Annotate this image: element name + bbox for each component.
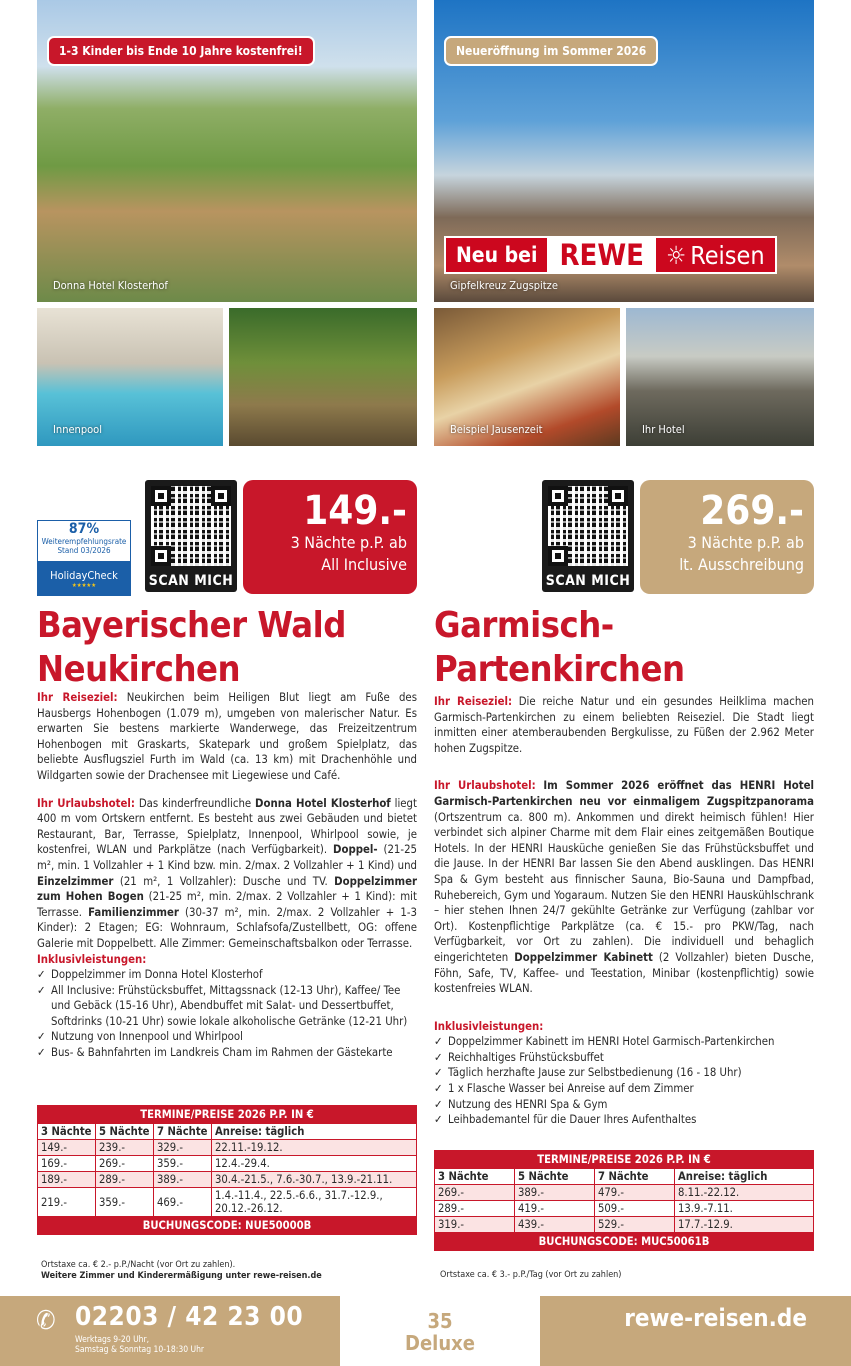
reiseziel-label: Ihr Reiseziel:	[434, 695, 513, 708]
hotel-text: (21 m², 1 Vollzahler): Dusche und TV.	[119, 874, 328, 888]
list-item: ✓ All Inclusive: Frühstücksbuffet, Mittagssnack (12-13 Uhr), Kaffee/ Tee und Gebäck (15-16 Uhr), Abendbuffet mit Salat- und Dessertbuffet, Softdrinks (10-21 Uhr) sowie lokale alkoholische Getränke (12-21 Uhr)	[37, 983, 417, 1030]
website-link[interactable]: rewe-reisen.de	[624, 1304, 807, 1332]
hotel-text: Das kinderfreundliche	[138, 796, 252, 810]
qr-finder-icon	[608, 486, 628, 506]
list-item: ✓ 1 x Flasche Wasser bei Anreise auf dem Zimmer	[434, 1081, 814, 1097]
opening-banner: Neueröffnung im Sommer 2026	[444, 36, 658, 66]
room-type: Familienzimmer	[88, 905, 179, 919]
table-cell: 17.7.-12.9.	[675, 1217, 814, 1233]
hotel-text: (21-25 m², min. 1 Vollzahler + 1 Kind bzw. min. 2/max. 2 Vollzahler + 1 Kind) und	[37, 843, 417, 872]
table-cell: 30.4.-21.5., 7.6.-30.7., 13.9.-21.11.	[212, 1172, 417, 1188]
photo-caption: Innenpool	[53, 423, 102, 436]
table-cell: 289.-	[96, 1172, 154, 1188]
column-header: Anreise: täglich	[212, 1124, 417, 1140]
scan-label: SCAN MICH	[545, 573, 631, 589]
hotel-paragraph	[37, 796, 417, 952]
price-table-left	[37, 1105, 417, 1235]
hotel-text: (30-37 m², min. 2/max. 2 Vollzahler + 1-3 Kinder): 2 Etagen; EG: Wohnraum, Schlafsofa/Zustellbett, OG: offene Galerie mit Doppelbett. Alle Zimmer: Gemeinschaftsbalkon oder Terrasse.	[37, 905, 417, 950]
table-cell: 12.4.-29.4.	[212, 1156, 417, 1172]
table-cell: 389.-	[154, 1172, 212, 1188]
list-item: ✓ Täglich herzhafte Jause zur Selbstbedienung (16 - 18 Uhr)	[434, 1065, 814, 1081]
opening-hours	[75, 1336, 204, 1355]
table-cell: 469.-	[154, 1188, 212, 1217]
reiseziel-text: Die reiche Natur und ein gesundes Heilklima machen Garmisch-Partenkirchen zu einem beliebten Reiseziel. Die Stadt liegt inmitten einer atemberaubenden Bergkulisse, zu Füßen der 2.962 Meter hohen Zugspitze.	[434, 695, 814, 755]
photo-caption: Gipfelkreuz Zugspitze	[450, 279, 558, 292]
hotel-paragraph	[434, 778, 814, 996]
table-cell: 269.-	[435, 1185, 515, 1201]
table-cell: 189.-	[38, 1172, 96, 1188]
table-cell: 289.-	[435, 1201, 515, 1217]
scan-label: SCAN MICH	[148, 573, 234, 589]
price-box-left	[243, 480, 417, 594]
badge-reisen	[654, 236, 777, 274]
room-type: Doppel-	[333, 843, 378, 857]
title-line: Partenkirchen	[434, 649, 685, 690]
room-type: Einzelzimmer	[37, 874, 114, 888]
reiseziel-paragraph	[37, 690, 417, 784]
holidaycheck-logo	[38, 561, 130, 595]
table-header-row	[435, 1169, 814, 1185]
inclusive-list	[37, 967, 417, 1061]
title-left	[37, 604, 346, 692]
hours-weekend: Samstag & Sonntag 10-18:30 Uhr	[75, 1344, 205, 1355]
table-cell: 359.-	[154, 1156, 212, 1172]
table-cell: 509.-	[595, 1201, 675, 1217]
table-cell: 219.-	[38, 1188, 96, 1217]
column-header: 7 Nächte	[154, 1124, 212, 1140]
badge-new: Neu bei	[444, 236, 549, 274]
table-cell: 529.-	[595, 1217, 675, 1233]
qr-finder-icon	[548, 546, 568, 566]
hotel-text: (2 Vollzahler) bieten Dusche, Föhn, Safe, TV, Kaffee- und Teestation, Minibar (kostenpflichtig) sowie kostenfreies WLAN.	[434, 950, 814, 996]
photo-caption: Donna Hotel Klosterhof	[53, 279, 168, 292]
table-cell: 169.-	[38, 1156, 96, 1172]
column-header: 7 Nächte	[595, 1169, 675, 1185]
qr-finder-icon	[151, 486, 171, 506]
title-line: Garmisch-	[434, 605, 614, 646]
table-cell: 22.11.-19.12.	[212, 1140, 417, 1156]
list-item: ✓ Doppelzimmer im Donna Hotel Klosterhof	[37, 967, 417, 983]
table-row	[435, 1185, 814, 1201]
reiseziel-text: Neukirchen beim Heiligen Blut liegt am Fuße des Hausbergs Hohenbogen (1.079 m), umgeben von malerischer Natur. Es erwarten Sie bestens markierte Wanderwege, das Freizeitzentrum Hohenbogen mit Graskarts, Skatepark und großem Spielplatz, das beliebte Ausflugsziel Furth im Wald (ca. 13 km) mit Drachenhöhle und Wildgarten sowie der Drachensee mit Liegewiese und Café.	[37, 691, 417, 782]
table-row	[435, 1217, 814, 1233]
table-row	[38, 1140, 417, 1156]
table-cell: 419.-	[515, 1201, 595, 1217]
table-cell: 239.-	[96, 1140, 154, 1156]
section-name: Deluxe	[405, 1331, 475, 1355]
hotel-text: (Ortszentrum ca. 800 m). Ankommen und direkt heimisch fühlen! Hier verbindet sich alpiner Charme mit dem Flair eines zeitgemäßen Boutique Hotels. In der HENRI Hausküche genießen Sie das Frühstücksbuffet und die Jause. In der HENRI Bar lassen Sie den Abend ausklingen. Das HENRI Spa & Gym besteht aus finnischer Sauna, Bio-Sauna und Dampfbad, Ruhebereich, Gym und Yogaraum. Nutzen Sie den HENRI Hauskühlschrank – hier stehen Ihnen 24/7 gekühlte Getränke zur Verfügung (zahlbar vor Ort). Kostenpflichtige Parkplätze (ca. € 15.- pro PKW/Tag, nach Verfügbarkeit, vor Ort zu zahlen). Die individuell und behaglich eingerichteten	[434, 810, 814, 964]
column-header: Anreise: täglich	[675, 1169, 814, 1185]
table-cell: 1.4.-11.4., 22.5.-6.6., 31.7.-12.9., 20.12.-26.12.	[212, 1188, 417, 1217]
table-row	[435, 1201, 814, 1217]
reiseziel-label: Ihr Reiseziel:	[37, 691, 118, 704]
room-type: Doppelzimmer zum Hohen Bogen	[37, 874, 417, 904]
tax-note: Ortstaxe ca. € 3.- p.P./Tag (vor Ort zu zahlen)	[440, 1270, 622, 1280]
list-item: ✓ Reichhaltiges Frühstücksbuffet	[434, 1050, 814, 1066]
hotel-name: Donna Hotel Klosterhof	[255, 796, 391, 810]
price: 269.-	[700, 488, 804, 534]
photo-klosterhof	[37, 0, 417, 302]
right-description	[434, 694, 814, 1128]
phone-number[interactable]: 02203 / 42 23 00	[75, 1302, 304, 1332]
right-notes	[440, 1270, 621, 1281]
table-cell: 439.-	[515, 1217, 595, 1233]
inclusive-label: Inklusivleistungen:	[37, 952, 147, 966]
table-cell: 359.-	[96, 1188, 154, 1217]
column-header: 3 Nächte	[435, 1169, 515, 1185]
table-cell: 319.-	[435, 1217, 515, 1233]
photo-pool	[37, 308, 223, 446]
price-nights: 3 Nächte p.P. ab	[687, 533, 804, 552]
photo-caption: Ihr Hotel	[642, 423, 685, 436]
list-item: ✓ Nutzung des HENRI Spa & Gym	[434, 1097, 814, 1113]
hotel-label: Ihr Urlaubshotel:	[434, 779, 536, 793]
kids-free-banner: 1-3 Kinder bis Ende 10 Jahre kostenfrei!	[47, 36, 315, 66]
table-row	[38, 1188, 417, 1217]
table-cell: 479.-	[595, 1185, 675, 1201]
holidaycheck-badge	[37, 520, 131, 596]
qr-code-left[interactable]	[145, 480, 237, 592]
booking-code: BUCHUNGSCODE: MUC50061B	[435, 1233, 814, 1251]
list-item: ✓ Nutzung von Innenpool und Whirlpool	[37, 1029, 417, 1045]
table-cell: 389.-	[515, 1185, 595, 1201]
photo-caption: Beispiel Jausenzeit	[450, 423, 543, 436]
column-header: 5 Nächte	[515, 1169, 595, 1185]
title-line: Neukirchen	[37, 649, 241, 690]
sun-icon: ☼	[666, 240, 687, 270]
qr-finder-icon	[211, 486, 231, 506]
list-item: ✓ Doppelzimmer Kabinett im HENRI Hotel Garmisch-Partenkirchen	[434, 1034, 814, 1050]
recommend-percent: 87%	[68, 521, 100, 537]
table-cell: 149.-	[38, 1140, 96, 1156]
list-item: ✓ Bus- & Bahnfahrten im Landkreis Cham im Rahmen der Gästekarte	[37, 1045, 417, 1061]
stars-icon: ★★★★★	[71, 582, 97, 589]
hours-weekday: Werktags 9-20 Uhr,	[75, 1335, 150, 1345]
recommend-label: Weiterempfehlungsrate	[41, 537, 127, 546]
list-item: ✓ Leihbademantel für die Dauer Ihres Aufenthaltes	[434, 1112, 814, 1128]
left-notes	[41, 1260, 322, 1282]
price-nights: 3 Nächte p.P. ab	[290, 533, 407, 552]
hotel-text: liegt 400 m vom Ortskern entfernt. Es besteht aus zwei Gebäuden und bietet Restaurant, Bar, Terrasse, Spielplatz, Innenpool, Whirlpool sowie, je kostenfrei, WLAN und Parkplätze (nach Verfügbarkeit).	[37, 796, 417, 857]
left-description	[37, 690, 417, 1061]
footer	[0, 1296, 851, 1366]
hotel-text: (21-25 m², min. 2/max. 2 Vollzahler + 1 Kind): mit Terrasse.	[37, 890, 417, 919]
inclusive-label: Inklusivleistungen:	[434, 1019, 544, 1033]
hotel-highlight: Im Sommer 2026 eröffnet das HENRI Hotel Garmisch-Partenkirchen neu vor einmaligem Zugspitzpanorama	[434, 779, 814, 808]
reiseziel-paragraph	[434, 694, 814, 756]
price-board: All Inclusive	[321, 555, 407, 574]
table-header-row	[38, 1124, 417, 1140]
table-cell: 8.11.-22.12.	[675, 1185, 814, 1201]
recommend-date: Stand 03/2026	[57, 546, 111, 555]
column-header: 5 Nächte	[96, 1124, 154, 1140]
table-row	[38, 1156, 417, 1172]
rewe-new-badge	[444, 236, 777, 274]
price-board: lt. Ausschreibung	[679, 555, 804, 574]
hotel-label: Ihr Urlaubshotel:	[37, 796, 135, 810]
table-row	[38, 1172, 417, 1188]
column-header: 3 Nächte	[38, 1124, 96, 1140]
photo-zugspitze	[434, 0, 814, 302]
table-title: TERMINE/PREISE 2026 P.P. IN €	[38, 1106, 417, 1124]
phone-icon: ✆	[36, 1306, 56, 1336]
page-number: 35	[427, 1309, 453, 1333]
page-marker	[340, 1296, 540, 1366]
title-line: Bayerischer Wald	[37, 605, 346, 646]
booking-code: BUCHUNGSCODE: NUE50000B	[38, 1217, 417, 1235]
holidaycheck-logo-text: HolidayCheck	[50, 569, 118, 582]
photo-family-hike	[229, 308, 417, 446]
photo-hotel	[626, 308, 814, 446]
price-table-right	[434, 1150, 814, 1251]
price-box-right	[640, 480, 814, 594]
qr-finder-icon	[151, 546, 171, 566]
price: 149.-	[303, 488, 407, 534]
qr-code-right[interactable]	[542, 480, 634, 592]
table-title: TERMINE/PREISE 2026 P.P. IN €	[435, 1151, 814, 1169]
room-type: Doppelzimmer Kabinett	[514, 950, 653, 964]
table-cell: 13.9.-7.11.	[675, 1201, 814, 1217]
badge-rewe-logo: REWE	[549, 236, 654, 274]
table-cell: 269.-	[96, 1156, 154, 1172]
badge-reisen-text: Reisen	[690, 240, 765, 270]
table-cell: 329.-	[154, 1140, 212, 1156]
title-right	[434, 604, 685, 692]
more-rooms-note: Weitere Zimmer und Kinderermäßigung unter rewe-reisen.de	[41, 1271, 322, 1281]
inclusive-list	[434, 1034, 814, 1128]
tax-note: Ortstaxe ca. € 2.- p.P./Nacht (vor Ort zu zahlen).	[41, 1260, 236, 1270]
qr-finder-icon	[548, 486, 568, 506]
photo-jause	[434, 308, 620, 446]
